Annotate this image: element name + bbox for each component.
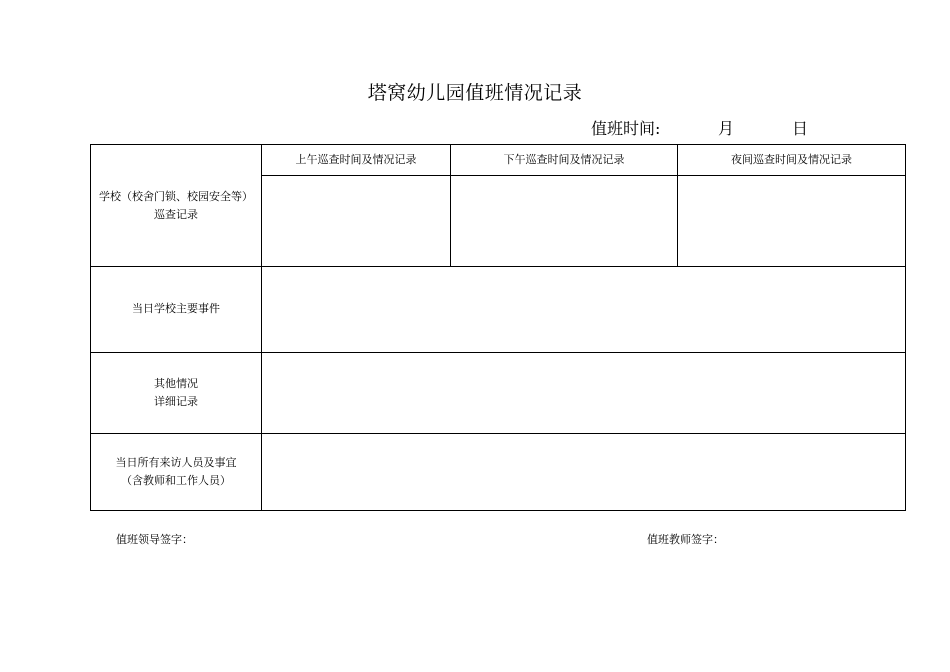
row-label-visitors <box>91 433 262 510</box>
table-header-row <box>91 145 906 176</box>
row-label-line: 详细记录 <box>154 394 198 408</box>
cell-night-record[interactable] <box>678 176 906 267</box>
teacher-signature-label: 值班教师签字： <box>647 533 724 546</box>
duty-day-label: 日 <box>792 119 809 138</box>
row-label-other <box>91 352 262 433</box>
row-label-line: （含教师和工作人员） <box>121 473 231 487</box>
table-row <box>91 433 906 510</box>
header-morning: 上午巡查时间及情况记录 <box>262 145 451 176</box>
cell-other-record[interactable] <box>262 352 906 433</box>
table-row <box>91 267 906 352</box>
duty-record-table <box>90 144 906 511</box>
leader-signature-label: 值班领导签字： <box>116 533 193 546</box>
duty-month-label: 月 <box>718 119 735 138</box>
cell-morning-record[interactable] <box>262 176 451 267</box>
cell-visitors-record[interactable] <box>262 433 906 510</box>
row-label-line: 其他情况 <box>154 376 198 390</box>
row-label-patrol <box>91 145 262 267</box>
cell-events-record[interactable] <box>262 267 906 352</box>
page-title: 塔窝幼儿园值班情况记录 <box>367 82 583 104</box>
row-label-line: 当日所有来访人员及事宜 <box>115 455 237 469</box>
row-label-line: 巡查记录 <box>154 207 198 221</box>
header-afternoon: 下午巡查时间及情况记录 <box>451 145 678 176</box>
row-label-events <box>91 267 262 352</box>
table-row <box>91 352 906 433</box>
cell-afternoon-record[interactable] <box>451 176 678 267</box>
header-night: 夜间巡查时间及情况记录 <box>678 145 906 176</box>
row-label-line: 学校（校舍门锁、校园安全等） <box>99 189 253 203</box>
duty-time-label: 值班时间: <box>591 119 661 138</box>
row-label-line: 当日学校主要事件 <box>132 302 220 316</box>
